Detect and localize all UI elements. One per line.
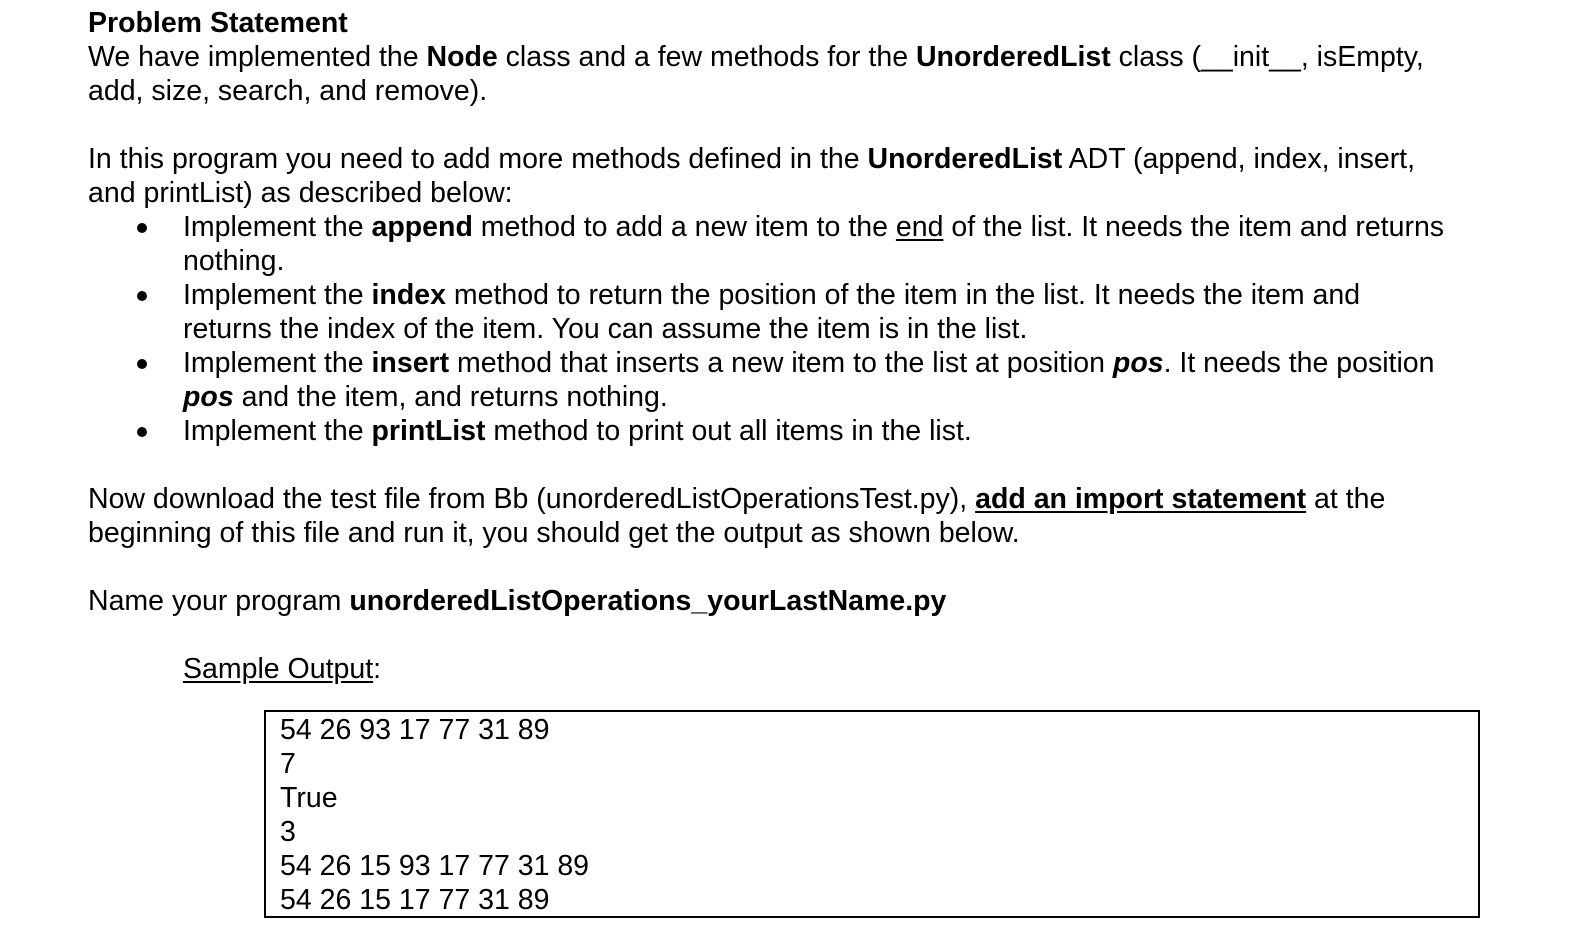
heading: Problem Statement	[88, 7, 348, 39]
bullet-dot	[137, 223, 147, 233]
task-paragraph	[88, 142, 1568, 210]
intro-paragraph	[88, 40, 1568, 108]
naming-text: Name your program	[88, 585, 350, 617]
program-filename: unorderedListOperations_yourLastName.py	[349, 585, 947, 617]
unorderedlist-keyword: UnorderedList	[915, 41, 1111, 73]
index-keyword: index	[371, 279, 446, 311]
download-text-2: at the	[1306, 483, 1386, 515]
bullet-text: method to return the position of the item in the list. It needs the item and	[445, 279, 1361, 311]
sample-output-box	[264, 710, 1480, 918]
intro-text-1: We have implemented the	[88, 41, 427, 73]
bullet-text: Implement the	[183, 347, 372, 379]
output-line: 3	[280, 816, 296, 848]
bullet-text: Implement the	[183, 211, 372, 243]
bullet-text: method that inserts a new item to the list at position	[449, 347, 1113, 379]
bullet-text: method to add a new item to the	[472, 211, 896, 243]
bullet-text: nothing.	[183, 245, 285, 277]
printlist-keyword: printList	[371, 415, 486, 447]
bullet-insert	[88, 346, 1568, 414]
bullet-append	[88, 210, 1568, 278]
bullet-dot	[137, 427, 147, 437]
sample-label-text: Sample Output	[183, 653, 374, 685]
task-text-2: ADT (append, index, insert,	[1062, 143, 1416, 175]
node-keyword: Node	[426, 41, 498, 73]
output-line: True	[280, 782, 338, 814]
method-bullet-list	[88, 210, 1568, 448]
bullet-text: method to print out all items in the list.	[485, 415, 972, 447]
bullet-text: . It needs the position	[1163, 347, 1435, 379]
bullet-index	[88, 278, 1568, 346]
intro-text-2: class and a few methods for the	[497, 41, 916, 73]
sample-label-colon: :	[373, 653, 382, 685]
sample-output-label	[88, 652, 1568, 686]
bullet-text: Implement the	[183, 415, 372, 447]
insert-keyword: insert	[371, 347, 450, 379]
pos-keyword: pos	[183, 381, 234, 413]
import-statement-emphasis: add an import statement	[975, 483, 1307, 515]
document-body	[88, 6, 1568, 686]
intro-text-3: class (__init__, isEmpty,	[1110, 41, 1424, 73]
bullet-dot	[137, 359, 147, 369]
download-text-3: beginning of this file and run it, you should get the output as shown below.	[88, 517, 1020, 549]
naming-paragraph	[88, 584, 1568, 618]
pos-keyword: pos	[1112, 347, 1164, 379]
bullet-text: returns the index of the item. You can assume the item is in the list.	[183, 313, 1028, 345]
end-underlined-word: end	[895, 211, 944, 243]
bullet-text: of the list. It needs the item and returns	[943, 211, 1445, 243]
output-line: 7	[280, 748, 296, 780]
bullet-text: Implement the	[183, 279, 372, 311]
download-text-1: Now download the test file from Bb (unorderedListOperationsTest.py),	[88, 483, 976, 515]
task-text-1: In this program you need to add more methods defined in the	[88, 143, 868, 175]
output-line: 54 26 15 17 77 31 89	[280, 884, 550, 916]
append-keyword: append	[371, 211, 473, 243]
task-text-3: and printList) as described below:	[88, 177, 513, 209]
bullet-printlist	[88, 414, 1568, 448]
intro-text-4: add, size, search, and remove).	[88, 75, 488, 107]
bullet-dot	[137, 291, 147, 301]
bullet-text: and the item, and returns nothing.	[233, 381, 668, 413]
unorderedlist-keyword-2: UnorderedList	[867, 143, 1063, 175]
output-line: 54 26 15 93 17 77 31 89	[280, 850, 590, 882]
output-line: 54 26 93 17 77 31 89	[280, 714, 550, 746]
download-paragraph	[88, 482, 1568, 550]
